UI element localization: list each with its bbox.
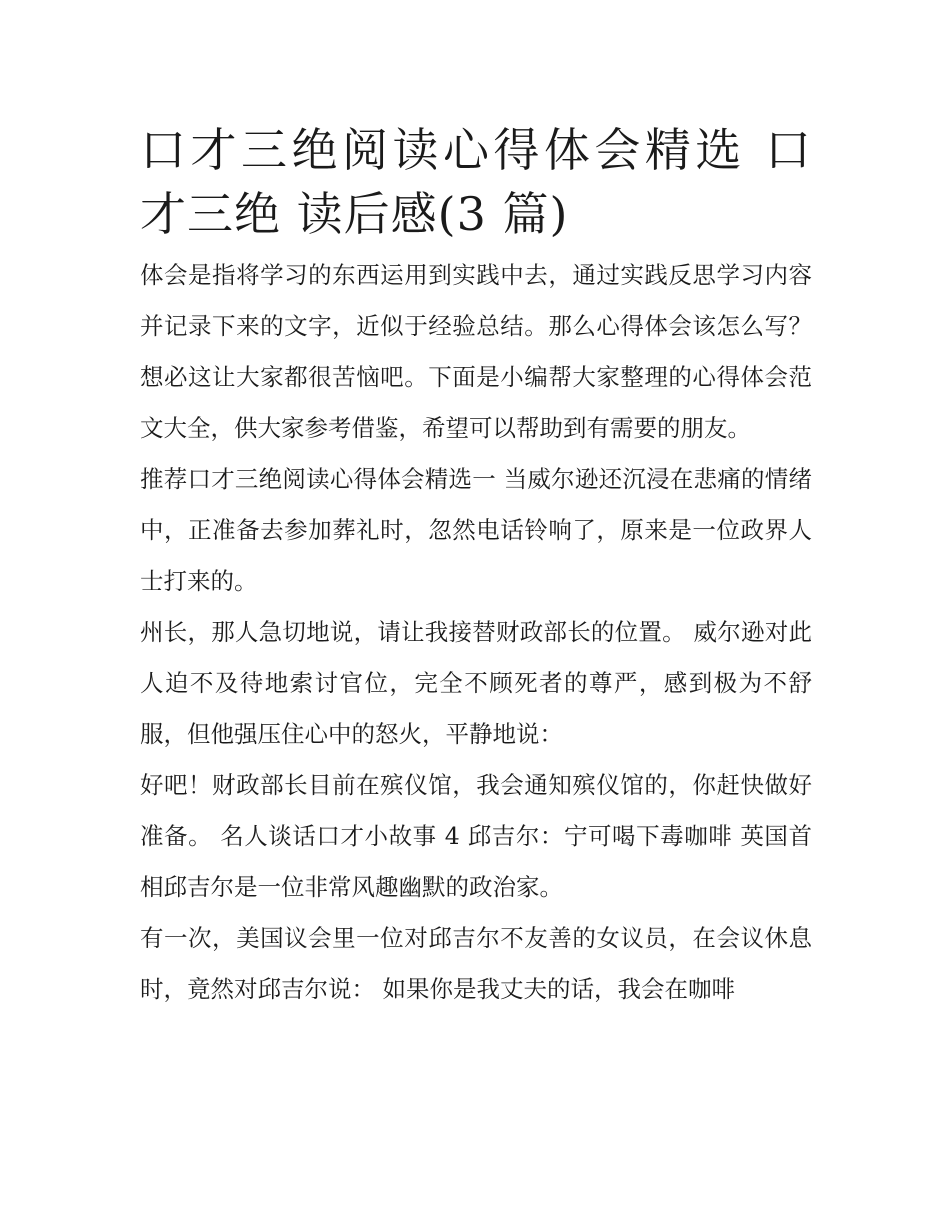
document-body <box>140 118 812 1015</box>
paragraph-governor-request: 州长，那人急切地说，请让我接替财政部长的位置。 威尔逊对此人迫不及待地索讨官位，完全不顾死者的尊严，感到极为不舒服，但他强压住心中的怒火，平静地说： <box>140 618 812 748</box>
paragraph-churchill-story: 有一次，美国议会里一位对邱吉尔不友善的女议员，在会议休息时，竟然对邱吉尔说： 如果你是我丈夫的话，我会在咖啡 <box>140 924 812 1003</box>
paragraph-story-start: 推荐口才三绝阅读心得体会精选一 当威尔逊还沉浸在悲痛的情绪中，正准备去参加葬礼时，忽然电话铃响了，原来是一位政界人士打来的。 <box>140 465 812 595</box>
paragraph-intro: 体会是指将学习的东西运用到实践中去，通过实践反思学习内容并记录下来的文字，近似于经验总结。那么心得体会该怎么写？想必这让大家都很苦恼吧。下面是小编帮大家整理的心得体会范文大全，供大家参考借鉴，希望可以帮助到有需要的朋友。 <box>140 261 812 442</box>
document-title: 口才三绝阅读心得体会精选 口才三绝 读后感(3 篇) <box>140 123 812 241</box>
paragraph-wilson-reply: 好吧！财政部长目前在殡仪馆，我会通知殡仪馆的，你赶快做好准备。 名人谈话口才小故事 4 邱吉尔：宁可喝下毒咖啡 英国首相邱吉尔是一位非常风趣幽默的政治家。 <box>140 771 812 901</box>
